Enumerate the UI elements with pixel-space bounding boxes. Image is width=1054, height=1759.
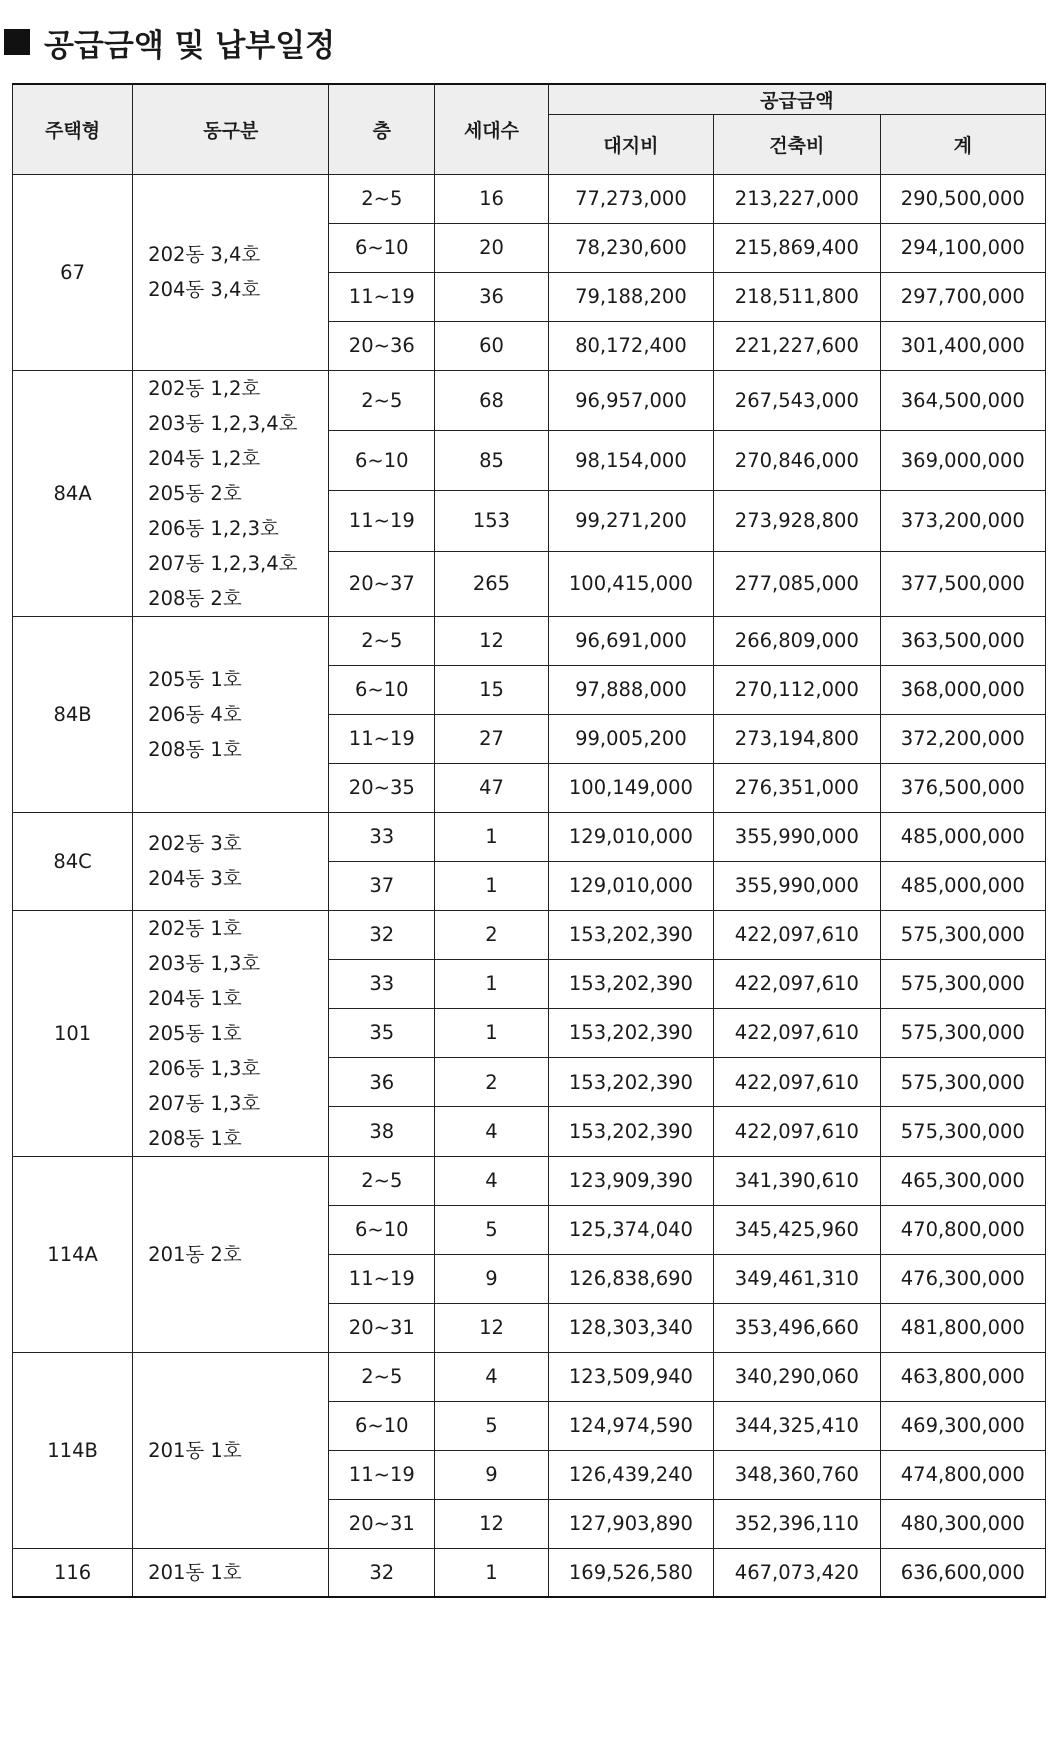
floor-cell: 35	[329, 1008, 435, 1057]
type-cell: 101	[13, 910, 133, 1156]
floor-cell: 6~10	[329, 223, 435, 272]
units-cell: 12	[435, 1499, 549, 1548]
land-cell: 153,202,390	[548, 1058, 713, 1107]
land-cell: 97,888,000	[548, 665, 713, 714]
building-cell: 353,496,660	[714, 1303, 880, 1352]
units-cell: 1	[435, 861, 549, 910]
units-cell: 9	[435, 1450, 549, 1499]
floor-cell: 20~35	[329, 763, 435, 812]
building-cell: 467,073,420	[714, 1548, 880, 1597]
floor-cell: 6~10	[329, 1205, 435, 1254]
building-cell: 422,097,610	[714, 910, 880, 959]
floor-cell: 2~5	[329, 616, 435, 665]
floor-cell: 11~19	[329, 491, 435, 551]
total-cell: 364,500,000	[880, 370, 1045, 430]
land-cell: 99,271,200	[548, 491, 713, 551]
land-cell: 124,974,590	[548, 1401, 713, 1450]
building-cell: 276,351,000	[714, 763, 880, 812]
dong-line: 208동 1호	[148, 737, 242, 761]
table-row	[13, 616, 1046, 665]
dong-cell	[133, 910, 329, 1156]
building-cell: 422,097,610	[714, 959, 880, 1008]
dong-line: 205동 1호	[148, 667, 242, 691]
total-cell: 485,000,000	[880, 812, 1045, 861]
land-cell: 125,374,040	[548, 1205, 713, 1254]
land-cell: 96,957,000	[548, 370, 713, 430]
dong-line: 202동 3,4호	[148, 243, 261, 266]
units-cell: 16	[435, 174, 549, 223]
total-cell: 372,200,000	[880, 714, 1045, 763]
total-cell: 575,300,000	[880, 910, 1045, 959]
dong-line: 201동 1호	[148, 1560, 242, 1584]
dong-cell	[133, 174, 329, 370]
building-cell: 422,097,610	[714, 1008, 880, 1057]
units-cell: 12	[435, 1303, 549, 1352]
floor-cell: 2~5	[329, 1352, 435, 1401]
floor-cell: 11~19	[329, 1450, 435, 1499]
building-cell: 348,360,760	[714, 1450, 880, 1499]
units-cell: 12	[435, 616, 549, 665]
dong-cell	[133, 1352, 329, 1548]
total-cell: 575,300,000	[880, 959, 1045, 1008]
type-cell: 67	[13, 174, 133, 370]
building-cell: 270,846,000	[714, 430, 880, 490]
land-cell: 98,154,000	[548, 430, 713, 490]
land-cell: 126,439,240	[548, 1450, 713, 1499]
land-cell: 153,202,390	[548, 1107, 713, 1156]
total-cell: 373,200,000	[880, 491, 1045, 551]
land-cell: 128,303,340	[548, 1303, 713, 1352]
units-cell: 1	[435, 1548, 549, 1597]
dong-line: 203동 1,3호	[148, 951, 261, 975]
building-cell: 422,097,610	[714, 1058, 880, 1107]
units-cell: 4	[435, 1156, 549, 1205]
black-square-bullet-icon	[4, 29, 30, 55]
units-cell: 20	[435, 223, 549, 272]
units-cell: 36	[435, 272, 549, 321]
land-cell: 77,273,000	[548, 174, 713, 223]
dong-line: 208동 2호	[148, 586, 242, 610]
floor-cell: 6~10	[329, 430, 435, 490]
total-cell: 465,300,000	[880, 1156, 1045, 1205]
dong-line: 202동 3호	[148, 832, 242, 855]
header-floor: 층	[329, 84, 435, 174]
building-cell: 341,390,610	[714, 1156, 880, 1205]
floor-cell: 6~10	[329, 1401, 435, 1450]
building-cell: 221,227,600	[714, 321, 880, 370]
land-cell: 129,010,000	[548, 812, 713, 861]
land-cell: 123,909,390	[548, 1156, 713, 1205]
units-cell: 2	[435, 1058, 549, 1107]
table-body	[13, 174, 1046, 1597]
units-cell: 153	[435, 491, 549, 551]
land-cell: 126,838,690	[548, 1254, 713, 1303]
dong-cell	[133, 1548, 329, 1597]
land-cell: 153,202,390	[548, 1008, 713, 1057]
floor-cell: 20~37	[329, 551, 435, 616]
land-cell: 100,415,000	[548, 551, 713, 616]
section-title	[4, 18, 335, 66]
units-cell: 2	[435, 910, 549, 959]
building-cell: 422,097,610	[714, 1107, 880, 1156]
total-cell: 369,000,000	[880, 430, 1045, 490]
dong-line: 204동 3호	[148, 867, 242, 890]
dong-line: 206동 4호	[148, 702, 242, 726]
building-cell: 345,425,960	[714, 1205, 880, 1254]
floor-cell: 32	[329, 910, 435, 959]
dong-cell	[133, 1156, 329, 1352]
units-cell: 4	[435, 1352, 549, 1401]
total-cell: 376,500,000	[880, 763, 1045, 812]
building-cell: 266,809,000	[714, 616, 880, 665]
floor-cell: 32	[329, 1548, 435, 1597]
dong-line: 204동 3,4호	[148, 278, 261, 301]
table-row	[13, 1156, 1046, 1205]
dong-line: 203동 1,2,3,4호	[148, 411, 298, 435]
building-cell: 344,325,410	[714, 1401, 880, 1450]
building-cell: 273,928,800	[714, 491, 880, 551]
table-row	[13, 812, 1046, 861]
dong-line: 202동 1,2호	[148, 376, 261, 400]
land-cell: 123,509,940	[548, 1352, 713, 1401]
land-cell: 129,010,000	[548, 861, 713, 910]
floor-cell: 11~19	[329, 1254, 435, 1303]
units-cell: 15	[435, 665, 549, 714]
land-cell: 96,691,000	[548, 616, 713, 665]
supply-price-table	[12, 83, 1046, 1598]
land-cell: 79,188,200	[548, 272, 713, 321]
dong-line: 204동 1호	[148, 986, 242, 1010]
units-cell: 4	[435, 1107, 549, 1156]
building-cell: 267,543,000	[714, 370, 880, 430]
total-cell: 294,100,000	[880, 223, 1045, 272]
units-cell: 68	[435, 370, 549, 430]
floor-cell: 2~5	[329, 370, 435, 430]
building-cell: 355,990,000	[714, 861, 880, 910]
floor-cell: 6~10	[329, 665, 435, 714]
floor-cell: 11~19	[329, 714, 435, 763]
header-land: 대지비	[548, 114, 713, 174]
dong-line: 205동 1호	[148, 1021, 242, 1045]
building-cell: 273,194,800	[714, 714, 880, 763]
dong-line: 207동 1,2,3,4호	[148, 551, 298, 575]
floor-cell: 20~31	[329, 1303, 435, 1352]
header-total: 계	[880, 114, 1045, 174]
total-cell: 297,700,000	[880, 272, 1045, 321]
total-cell: 377,500,000	[880, 551, 1045, 616]
table-row	[13, 1548, 1046, 1597]
total-cell: 480,300,000	[880, 1499, 1045, 1548]
total-cell: 363,500,000	[880, 616, 1045, 665]
total-cell: 368,000,000	[880, 665, 1045, 714]
table-row	[13, 1352, 1046, 1401]
building-cell: 277,085,000	[714, 551, 880, 616]
header-type: 주택형	[13, 84, 133, 174]
dong-cell	[133, 616, 329, 812]
header-dong: 동구분	[133, 84, 329, 174]
dong-line: 207동 1,3호	[148, 1091, 261, 1115]
floor-cell: 33	[329, 959, 435, 1008]
total-cell: 575,300,000	[880, 1058, 1045, 1107]
floor-cell: 20~36	[329, 321, 435, 370]
total-cell: 290,500,000	[880, 174, 1045, 223]
dong-line: 202동 1호	[148, 916, 242, 940]
header-units: 세대수	[435, 84, 549, 174]
type-cell: 84C	[13, 812, 133, 910]
units-cell: 27	[435, 714, 549, 763]
table-row	[13, 910, 1046, 959]
total-cell: 636,600,000	[880, 1548, 1045, 1597]
floor-cell: 38	[329, 1107, 435, 1156]
building-cell: 215,869,400	[714, 223, 880, 272]
units-cell: 85	[435, 430, 549, 490]
building-cell: 218,511,800	[714, 272, 880, 321]
land-cell: 169,526,580	[548, 1548, 713, 1597]
building-cell: 213,227,000	[714, 174, 880, 223]
total-cell: 575,300,000	[880, 1008, 1045, 1057]
units-cell: 1	[435, 959, 549, 1008]
land-cell: 78,230,600	[548, 223, 713, 272]
dong-line: 206동 1,2,3호	[148, 516, 279, 540]
building-cell: 270,112,000	[714, 665, 880, 714]
total-cell: 476,300,000	[880, 1254, 1045, 1303]
type-cell: 114A	[13, 1156, 133, 1352]
dong-line: 208동 1호	[148, 1126, 242, 1150]
floor-cell: 20~31	[329, 1499, 435, 1548]
units-cell: 1	[435, 1008, 549, 1057]
building-cell: 355,990,000	[714, 812, 880, 861]
header-building: 건축비	[714, 114, 880, 174]
total-cell: 575,300,000	[880, 1107, 1045, 1156]
units-cell: 47	[435, 763, 549, 812]
land-cell: 127,903,890	[548, 1499, 713, 1548]
building-cell: 349,461,310	[714, 1254, 880, 1303]
type-cell: 84A	[13, 370, 133, 616]
floor-cell: 2~5	[329, 1156, 435, 1205]
total-cell: 470,800,000	[880, 1205, 1045, 1254]
units-cell: 5	[435, 1205, 549, 1254]
floor-cell: 2~5	[329, 174, 435, 223]
table-row	[13, 174, 1046, 223]
dong-line: 205동 2호	[148, 481, 242, 505]
units-cell: 265	[435, 551, 549, 616]
floor-cell: 37	[329, 861, 435, 910]
total-cell: 474,800,000	[880, 1450, 1045, 1499]
type-cell: 84B	[13, 616, 133, 812]
building-cell: 352,396,110	[714, 1499, 880, 1548]
land-cell: 153,202,390	[548, 959, 713, 1008]
floor-cell: 11~19	[329, 272, 435, 321]
land-cell: 153,202,390	[548, 910, 713, 959]
type-cell: 114B	[13, 1352, 133, 1548]
total-cell: 481,800,000	[880, 1303, 1045, 1352]
dong-line: 201동 1호	[148, 1438, 242, 1462]
total-cell: 469,300,000	[880, 1401, 1045, 1450]
land-cell: 100,149,000	[548, 763, 713, 812]
table-row	[13, 370, 1046, 430]
land-cell: 80,172,400	[548, 321, 713, 370]
section-title-text: 공급금액 및 납부일정	[44, 27, 336, 64]
units-cell: 9	[435, 1254, 549, 1303]
type-cell: 116	[13, 1548, 133, 1597]
total-cell: 301,400,000	[880, 321, 1045, 370]
floor-cell: 33	[329, 812, 435, 861]
building-cell: 340,290,060	[714, 1352, 880, 1401]
dong-cell	[133, 370, 329, 616]
units-cell: 60	[435, 321, 549, 370]
total-cell: 485,000,000	[880, 861, 1045, 910]
dong-cell	[133, 812, 329, 910]
dong-line: 206동 1,3호	[148, 1056, 261, 1080]
dong-line: 201동 2호	[148, 1242, 242, 1266]
dong-line: 204동 1,2호	[148, 446, 261, 470]
total-cell: 463,800,000	[880, 1352, 1045, 1401]
units-cell: 1	[435, 812, 549, 861]
units-cell: 5	[435, 1401, 549, 1450]
header-supply: 공급금액	[548, 84, 1045, 114]
floor-cell: 36	[329, 1058, 435, 1107]
land-cell: 99,005,200	[548, 714, 713, 763]
